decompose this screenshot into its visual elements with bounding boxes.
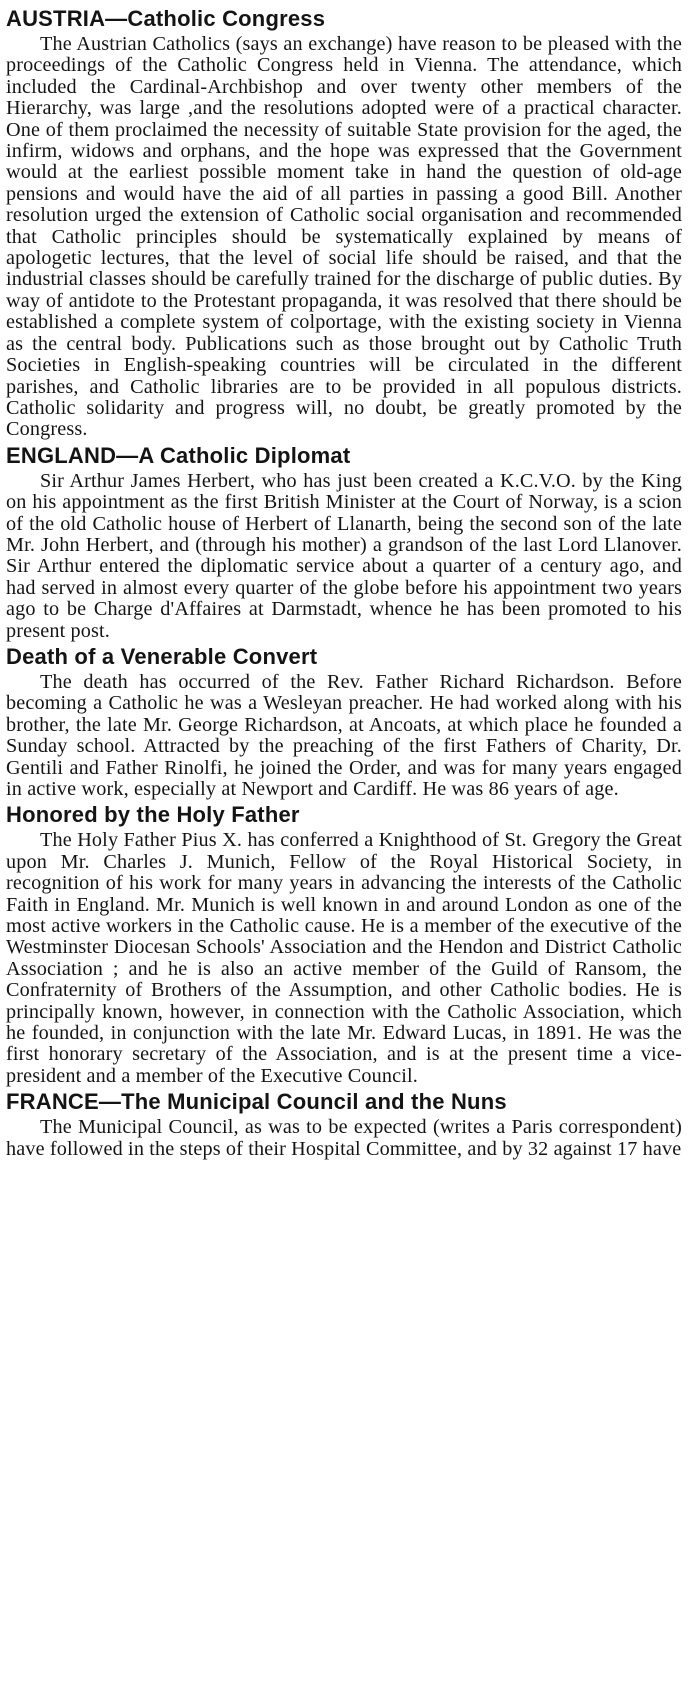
article-france xyxy=(6,1089,682,1160)
article-england xyxy=(6,443,682,642)
article-heading: FRANCE—The Municipal Council and the Nuns xyxy=(6,1089,507,1115)
article-convert xyxy=(6,644,682,800)
article-body: The death has occurred of the Rev. Father Richard Richardson. Before becoming a Catholic he was a Wesleyan preacher. He had worked along with his brother, the late Mr. George Richardson, at Ancoats, at which place he founded a Sunday school. Attracted by the preaching of the first Fathers of Charity, Dr. Gentili and Father Rinolfi, he joined the Order, and was for many years engaged in active work, especially at Newport and Cardiff. He was 86 years of age. xyxy=(6,670,682,800)
article-body: Sir Arthur James Herbert, who has just been created a K.C.V.O. by the King on his appointment as the first British Minister at the Court of Norway, is a scion of the old Catholic house of Herbert of Llanarth, being the second son of the late Mr. John Herbert, and (through his mother) a grandson of the last Lord Llanover. Sir Arthur entered the diplomatic service about a quarter of a century ago, and had served in almost every quarter of the globe before his appointment two years ago to be Charge d'Affaires at Darmstadt, whence he has been promoted to his present post. xyxy=(6,469,682,642)
article-body: The Austrian Catholics (says an exchange) have reason to be pleased with the proceedings of the Catholic Congress held in Vienna. The attendance, which included the Cardinal-Archbishop and over twenty other members of the Hierarchy, was large ,and the resolutions adopted were of a practical character. One of them proclaimed the necessity of suitable State provision for the aged, the infirm, widows and orphans, and the hope was expressed that the Government would at the earliest possible moment take in hand the question of old-age pensions and would have the aid of all parties in passing a good Bill. Another resolution urged the extension of Catholic social organisation and recommended that Catholic principles should be systematically explained by means of apologetic lectures, that the level of social life should be raised, and that the industrial classes should be carefully trained for the discharge of public duties. By way of antidote to the Protestant propaganda, it was resolved that there should be established a complete system of colportage, with the existing society in Vienna as the central body. Publications such as those brought out by Catholic Truth Societies in English-speaking countries will be circulated in the different parishes, and Catholic libraries are to be provided in all populous districts. Catholic solidarity and progress will, no doubt, be greatly promoted by the Congress. xyxy=(6,33,682,441)
article-body: The Holy Father Pius X. has conferred a Knighthood of St. Gregory the Great upon Mr. Charles J. Munich, Fellow of the Royal Historical Society, in recognition of his work for many years in advancing the interests of the Catholic Faith in England. Mr. Munich is well known in and around London as one of the most active workers in the Catholic cause. He is a member of the executive of the Westminster Diocesan Schools' Association and the Hendon and District Catholic Association ; and he is also an active member of the Guild of Ransom, the Confraternity of Brothers of the Assumption, and other Catholic bodies. He is principally known, however, in connection with the Catholic Association, which he founded, in conjunction with the late Mr. Edward Lucas, in 1891. He was the first honorary secretary of the Association, and is at the present time a vice-president and a member of the Executive Council. xyxy=(6,829,682,1087)
article-heading: ENGLAND—A Catholic Diplomat xyxy=(6,442,351,468)
article-austria xyxy=(6,6,682,441)
article-holy-father xyxy=(6,802,682,1087)
article-body: The Municipal Council, as was to be expected (writes a Paris correspondent) have followed in the steps of their Hospital Committee, and by 32 against 17 have xyxy=(6,1116,682,1160)
newspaper-column xyxy=(6,4,682,1160)
article-heading: AUSTRIA—Catholic Congress xyxy=(6,6,326,31)
article-heading: Honored by the Holy Father xyxy=(6,802,300,828)
article-heading: Death of a Venerable Convert xyxy=(6,643,318,669)
